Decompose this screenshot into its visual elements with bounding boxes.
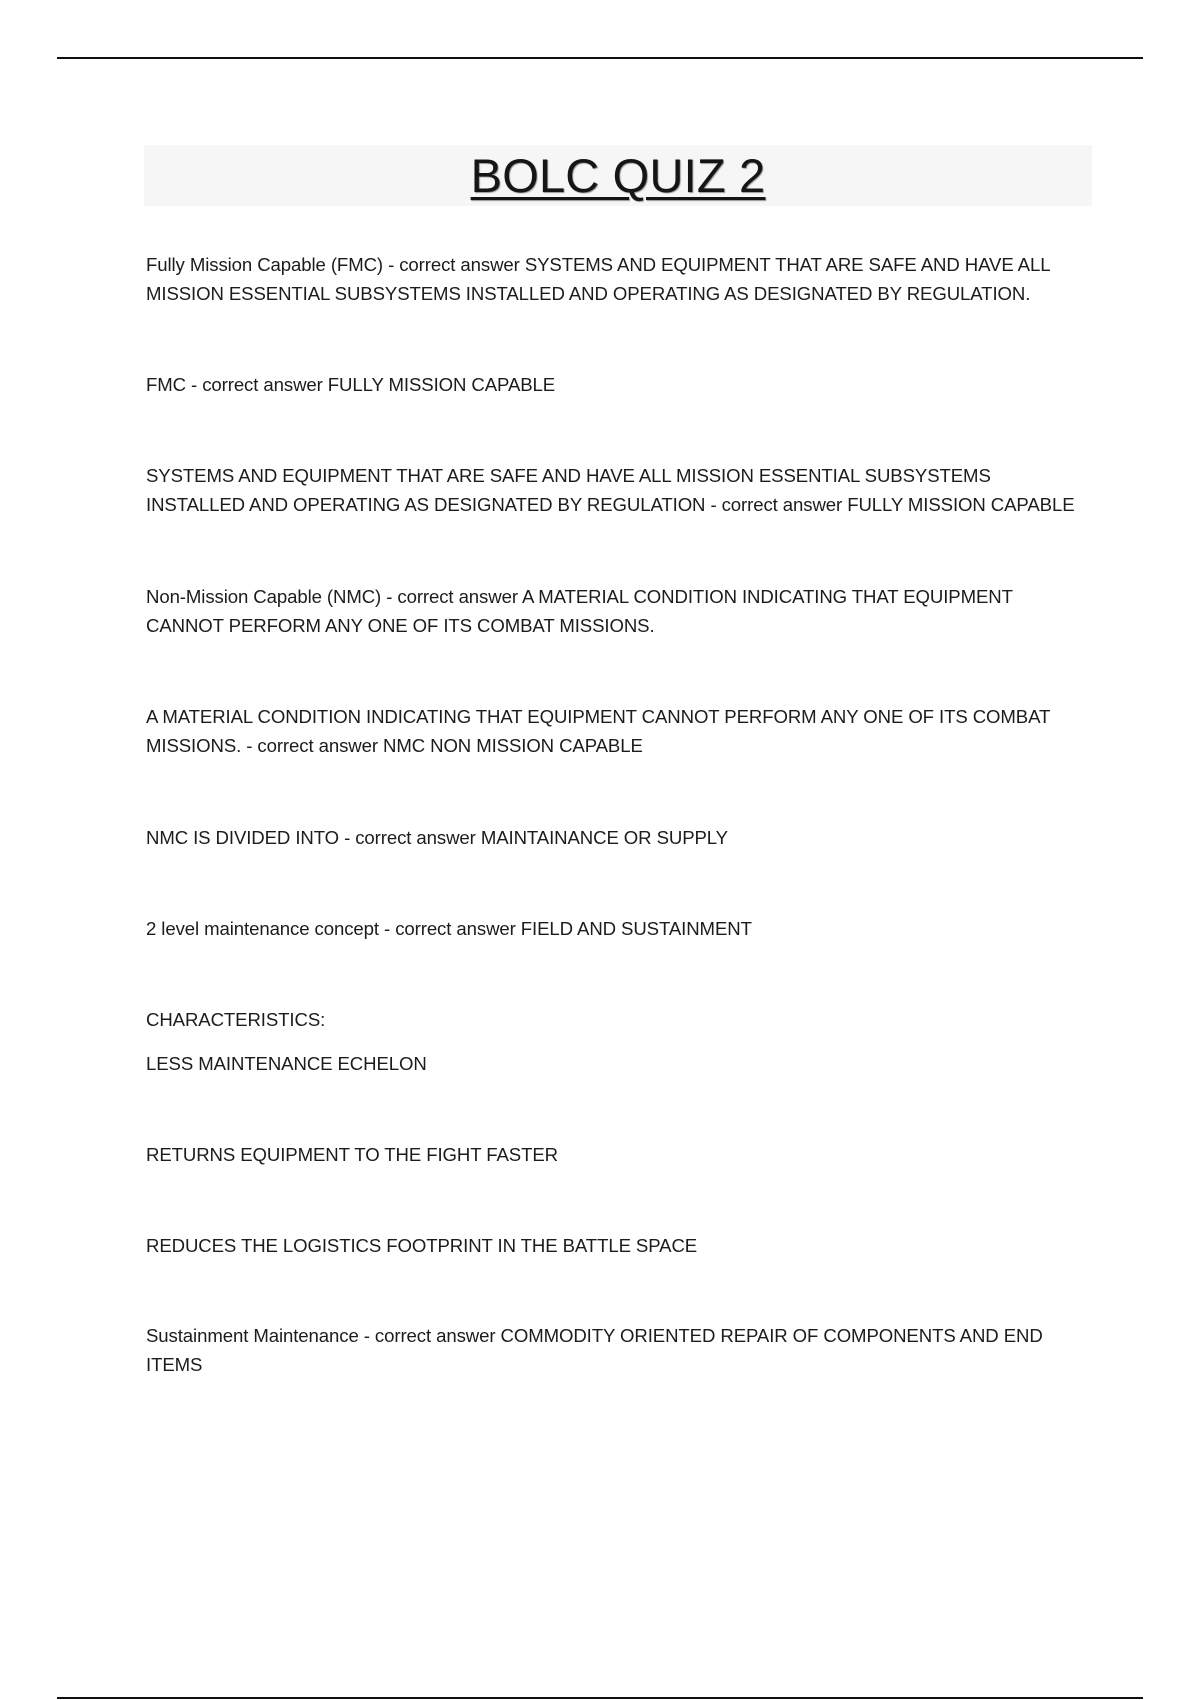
entry-characteristics-heading: CHARACTERISTICS: <box>146 1009 326 1030</box>
document-title: BOLC QUIZ 2 <box>470 149 766 202</box>
entry-nmc-reverse: A MATERIAL CONDITION INDICATING THAT EQUIPMENT CANNOT PERFORM ANY ONE OF ITS COMBAT MISSIONS. - correct answer NMC NON MISSION CAPABLE <box>146 706 1050 756</box>
entry-nmc-divided: NMC IS DIVIDED INTO - correct answer MAINTAINANCE OR SUPPLY <box>146 827 728 848</box>
entry-two-level-maintenance: 2 level maintenance concept - correct answer FIELD AND SUSTAINMENT <box>146 918 752 939</box>
entry-less-echelon: LESS MAINTENANCE ECHELON <box>146 1053 427 1074</box>
title-band <box>144 145 1092 206</box>
bottom-rule <box>57 1697 1143 1699</box>
entry-reduces-footprint: REDUCES THE LOGISTICS FOOTPRINT IN THE BATTLE SPACE <box>146 1235 698 1256</box>
entry-fmc-reverse: SYSTEMS AND EQUIPMENT THAT ARE SAFE AND HAVE ALL MISSION ESSENTIAL SUBSYSTEMS INSTALLED AND OPERATING AS DESIGNATED BY REGULATION - correct answer FULLY MISSION CAPABLE <box>146 465 1075 515</box>
entry-fmc-abbreviation: FMC - correct answer FULLY MISSION CAPABLE <box>146 374 556 395</box>
entry-returns-equipment: RETURNS EQUIPMENT TO THE FIGHT FASTER <box>146 1144 558 1165</box>
entry-sustainment-maintenance: Sustainment Maintenance - correct answer COMMODITY ORIENTED REPAIR OF COMPONENTS AND END ITEMS <box>146 1325 1043 1375</box>
entry-nmc-definition: Non-Mission Capable (NMC) - correct answer A MATERIAL CONDITION INDICATING THAT EQUIPMENT CANNOT PERFORM ANY ONE OF ITS COMBAT MISSIONS. <box>146 586 1013 636</box>
top-rule <box>57 57 1143 59</box>
entry-fmc-definition: Fully Mission Capable (FMC) - correct answer SYSTEMS AND EQUIPMENT THAT ARE SAFE AND HAVE ALL MISSION ESSENTIAL SUBSYSTEMS INSTALLED AND OPERATING AS DESIGNATED BY REGULATION. <box>146 254 1050 304</box>
